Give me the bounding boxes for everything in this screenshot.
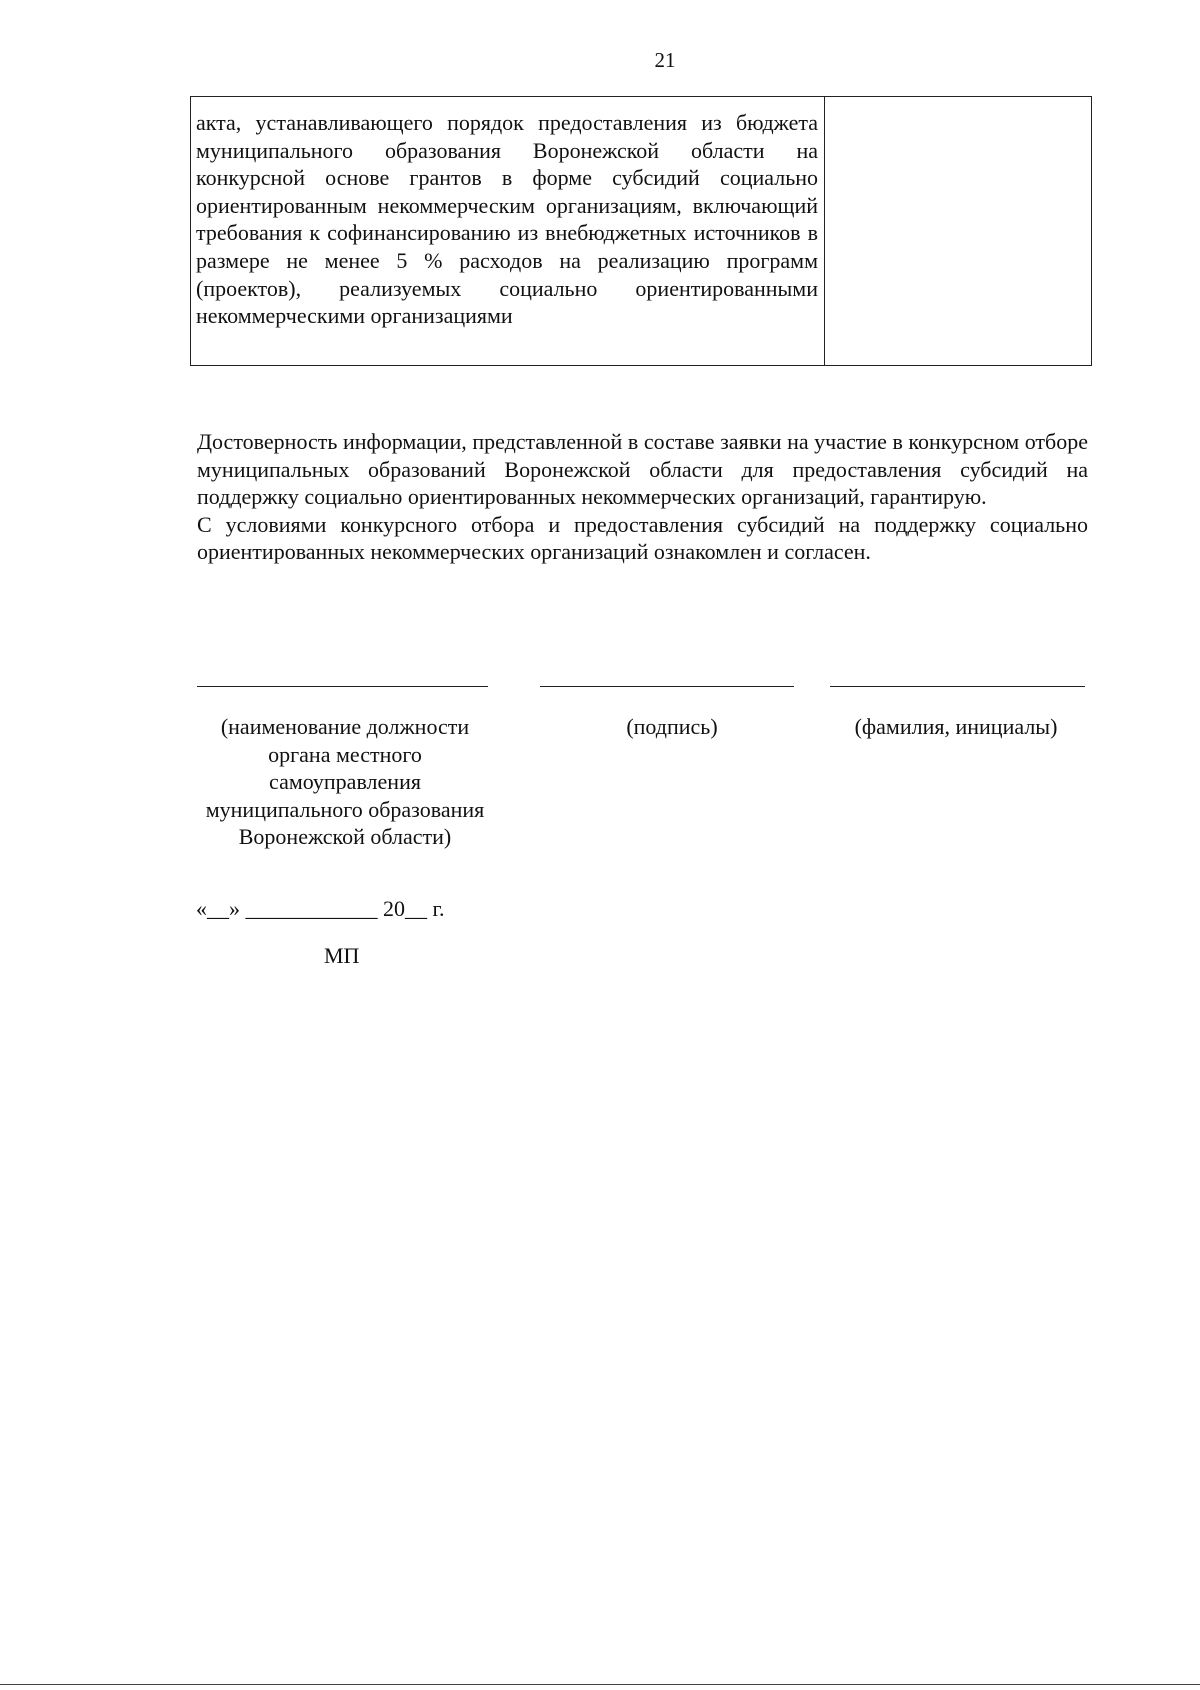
date-field: «__» ____________ 20__ г. bbox=[196, 896, 445, 921]
signature-line bbox=[540, 686, 794, 687]
signature-caption: (подпись) bbox=[626, 714, 718, 739]
requirements-table-row bbox=[190, 96, 1092, 366]
table-cell-description-text: акта, устанавливающего порядок предоставления из бюджета муниципального образования Воронежской области на конкурсной основе грантов в форме субсидий социально ориентированным некоммерческим организациям, включающий требования к софинансированию из внебюджетных источников в размере не менее 5 % расходов на реализацию программ (проектов), реализуемых социально ориентированными некоммерческими организациями bbox=[196, 110, 818, 329]
declaration-section bbox=[197, 428, 1088, 566]
agreement-statement: С условиями конкурсного отбора и предоставления субсидий на поддержку социально ориентированных некоммерческих организаций ознакомлен и согласен. bbox=[197, 511, 1088, 565]
page-number: 21 bbox=[654, 48, 676, 72]
table-cell-description bbox=[191, 97, 825, 365]
name-caption: (фамилия, инициалы) bbox=[854, 714, 1058, 739]
table-cell-value bbox=[825, 97, 1091, 365]
stamp-label: МП bbox=[324, 943, 360, 968]
reliability-statement: Достоверность информации, представленной в составе заявки на участие в конкурсном отборе муниципальных образований Воронежской области для предоставления субсидий на поддержку социально ориентированных некоммерческих организаций, гарантирую. bbox=[197, 429, 1088, 510]
name-signature-line bbox=[830, 686, 1085, 687]
scan-bottom-edge bbox=[0, 1684, 1200, 1685]
position-caption: (наименование должности органа местного самоуправления муниципального образования Воронежской области) bbox=[205, 714, 485, 849]
position-signature-line bbox=[197, 686, 488, 687]
